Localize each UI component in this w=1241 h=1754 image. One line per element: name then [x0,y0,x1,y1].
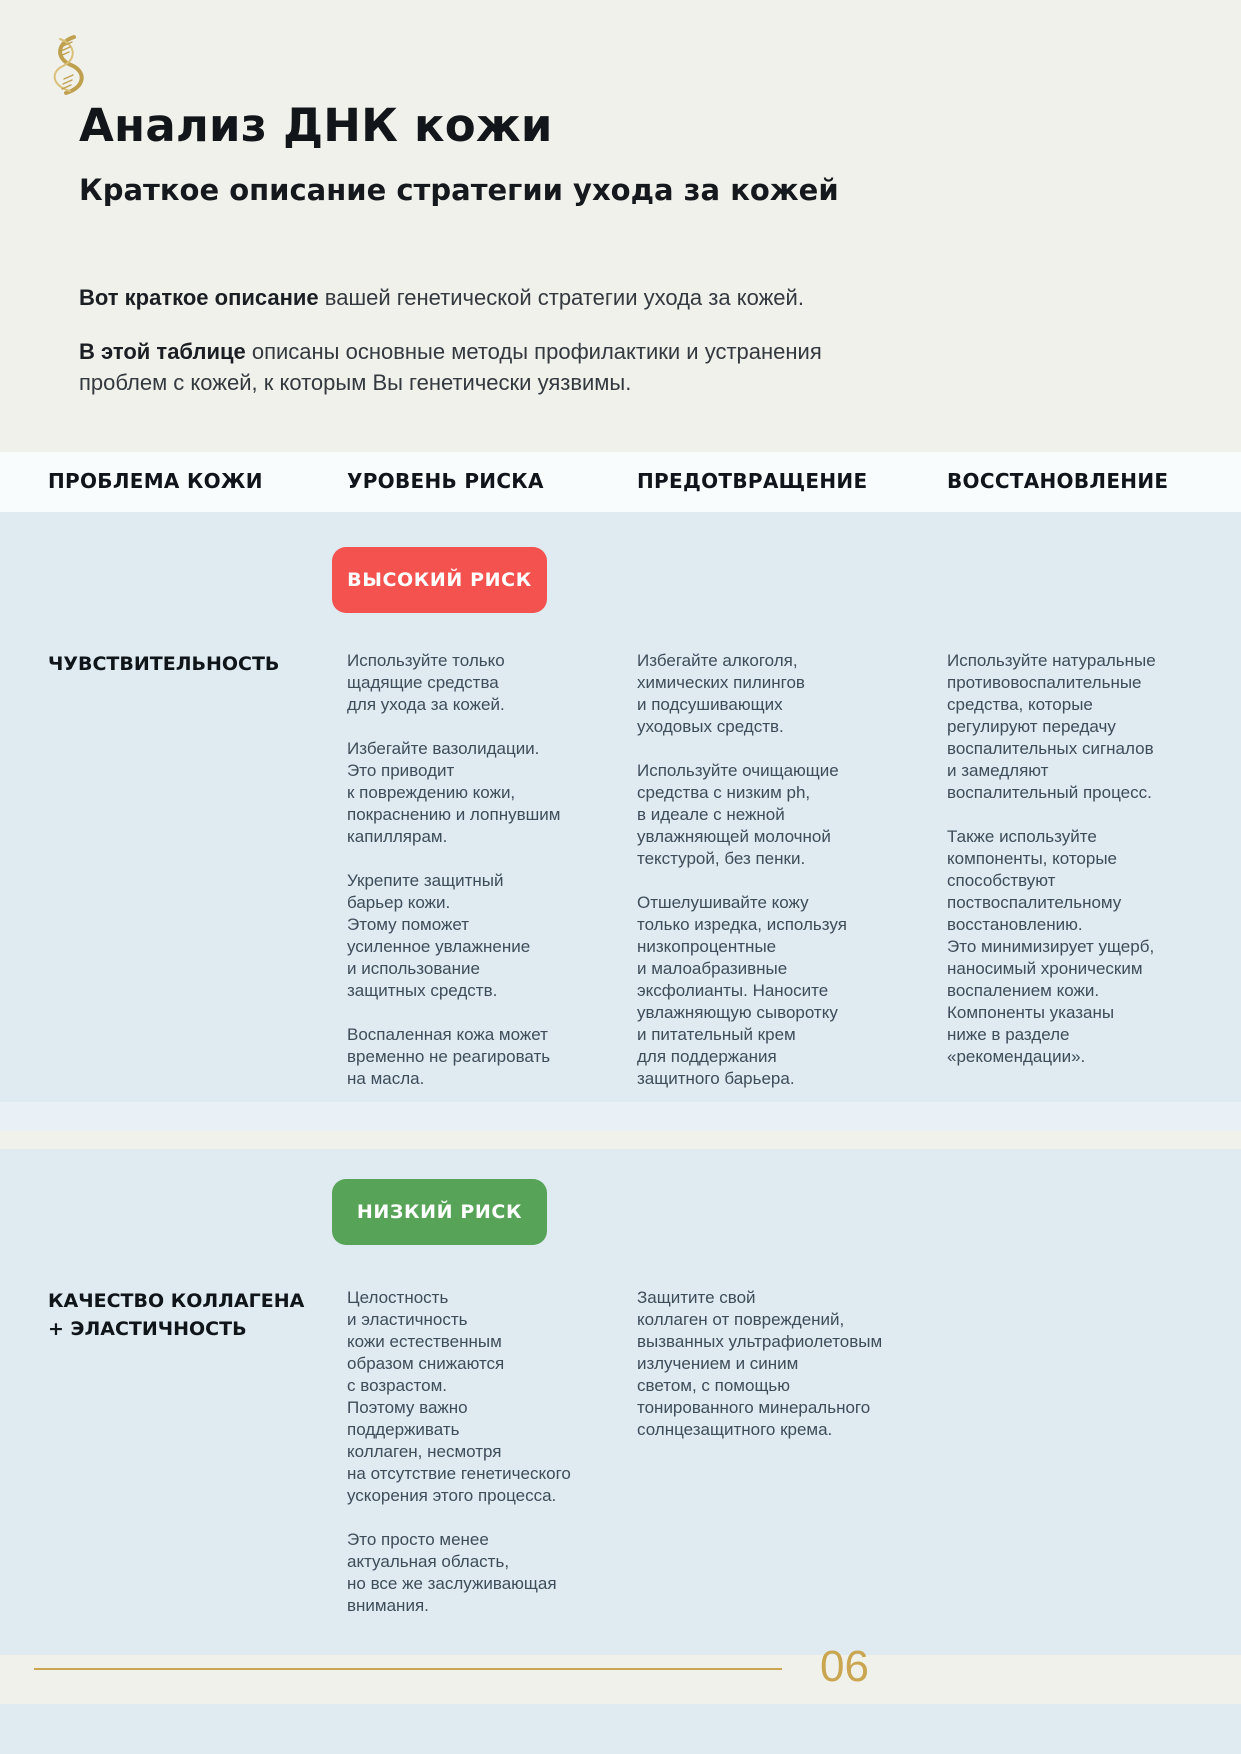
table-header-row [0,452,1241,512]
page-number: 06 [820,1642,869,1691]
risk-section-low [0,1149,1241,1655]
problem-label: ЧУВСТВИТЕЛЬНОСТЬ [48,653,280,675]
prevention-cell: Избегайте алкоголя, химических пилингов и подсушивающих уходовых средств. Используйте очищающие средства с низким ph, в идеале с нежной увлажняющей молочной текстурой, без пенки. Отшелушивайте кожу только изредка, используя низкопроцентные и малоабразивные эксфолианты. Наносите увлажняющую сыворотку и питательный крем для поддержания защитного барьера. [637,651,847,1088]
next-section-strip [0,1704,1241,1754]
risk-badge-low: НИЗКИЙ РИСК [332,1179,547,1245]
intro-lead-2: В этой таблице [79,339,246,364]
intro-text-2: описаны основные методы профилактики и устранения проблем с кожей, к которым Вы генетически уязвимы. [79,339,822,395]
footer-divider-line [34,1668,782,1670]
problem-label: КАЧЕСТВО КОЛЛАГЕНА + ЭЛАСТИЧНОСТЬ [48,1290,305,1340]
column-header-restoration: ВОССТАНОВЛЕНИЕ [947,469,1169,493]
prevention-cell: Защитите свой коллаген от повреждений, вызванных ультрафиолетовым излучением и синим светом, с помощью тонированного минерального солнцезащитного крема. [637,1288,883,1439]
risk-notes-cell: Целостность и эластичность кожи естественным образом снижаются с возрастом. Поэтому важно поддерживать коллаген, несмотря на отсутствие генетического ускорения этого процесса. Это просто менее актуальная область, но все же заслуживающая внимания. [347,1288,571,1615]
column-header-problem: ПРОБЛЕМА КОЖИ [48,469,263,493]
risk-badge-high: ВЫСОКИЙ РИСК [332,547,547,613]
risk-notes-cell: Используйте только щадящие средства для ухода за кожей. Избегайте вазолидации. Это приводит к повреждению кожи, покраснению и лопнувшим капиллярам. Укрепите защитный барьер кожи. Этому поможет усиленное увлажнение и использование защитных средств. Воспаленная кожа может временно не реагировать на масла. [347,651,561,1088]
column-header-risk-level: УРОВЕНЬ РИСКА [347,469,544,493]
page-subtitle: Краткое описание стратегии ухода за кожей [79,173,839,207]
restoration-cell: Используйте натуральные противовоспалительные средства, которые регулируют передачу воспалительных сигналов и замедляют воспалительный процесс. Также используйте компоненты, которые способствуют поствоспалительному восстановлению. Это минимизирует ущерб, наносимый хроническим воспалением кожи. Компоненты указаны ниже в разделе «рекомендации». [947,651,1156,1066]
intro-text-1: вашей генетической стратегии ухода за кожей. [318,285,804,310]
risk-section-high [0,512,1241,1102]
section-divider-strip [0,1102,1241,1131]
intro-lead-1: Вот краткое описание [79,285,319,310]
column-header-prevention: ПРЕДОТВРАЩЕНИЕ [637,469,868,493]
page-title: Анализ ДНК кожи [79,99,553,152]
intro-paragraph-1 [79,282,1059,313]
dna-helix-icon [44,34,90,96]
intro-paragraph-2 [79,336,1059,398]
